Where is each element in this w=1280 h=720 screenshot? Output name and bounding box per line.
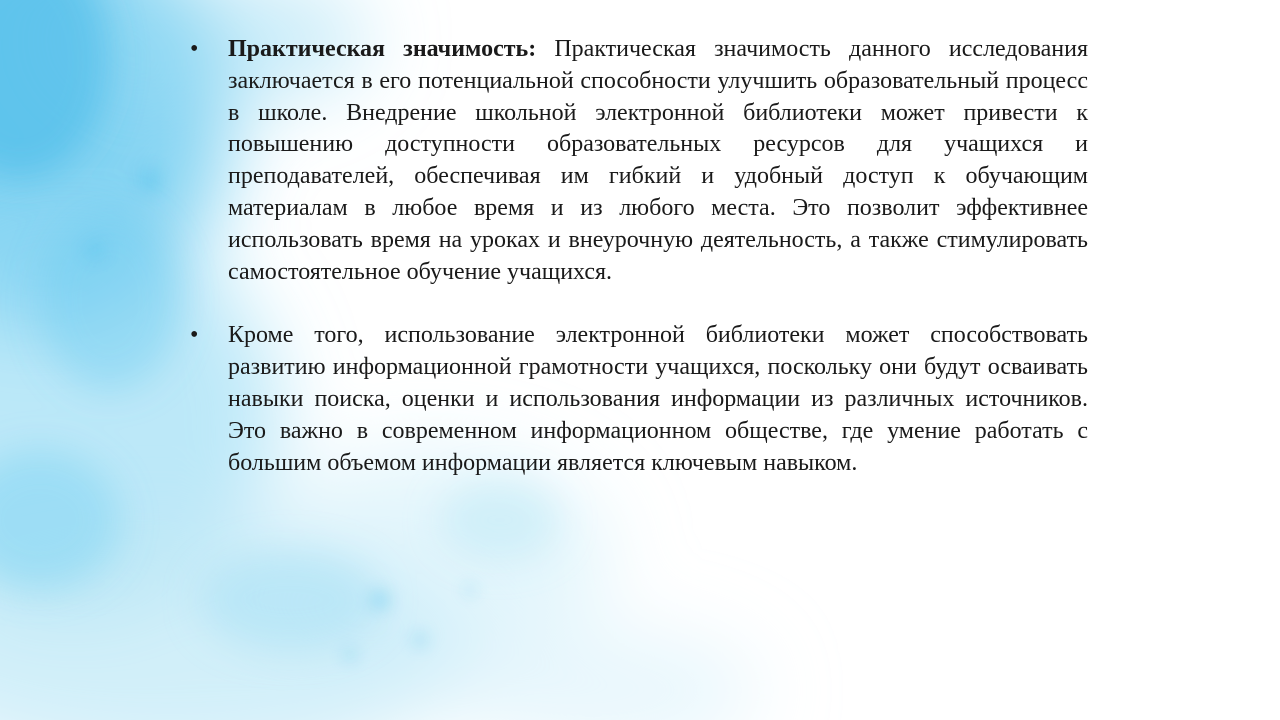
bullet-lead-text: Практическая значимость: xyxy=(228,36,555,62)
bullet-icon: • xyxy=(190,36,199,62)
bullet-icon: • xyxy=(190,322,199,349)
bullet-text: Кроме того, использование электронной библиотеки может способствовать развитию информационной грамотности учащихся, поскольку они будут осваивать навыки поиска, оценки и использования информации из различных источников. Это важно в современном информационном обществе, где умение работать с большим объемом информации является ключевым навыком. xyxy=(228,322,1088,476)
bullet-text: Практическая значимость данного исследования заключается в его потенциальной способности улучшить образовательный процесс в школе. Внедрение школьной электронной библиотеки может привести к повышению доступности образовательных ресурсов для учащихся и преподавателей, обеспечивая им гибкий и удобный доступ к обучающим материалам в любое время и из любого места. Это позволит эффективнее использовать время на уроках и внеурочную деятельность, а также стимулировать самостоятельное обучение учащихся. xyxy=(228,36,1088,285)
bullet-item-practical-significance xyxy=(190,34,1088,288)
bullet-item-information-literacy xyxy=(190,320,1088,479)
slide-text-body xyxy=(190,34,1088,479)
